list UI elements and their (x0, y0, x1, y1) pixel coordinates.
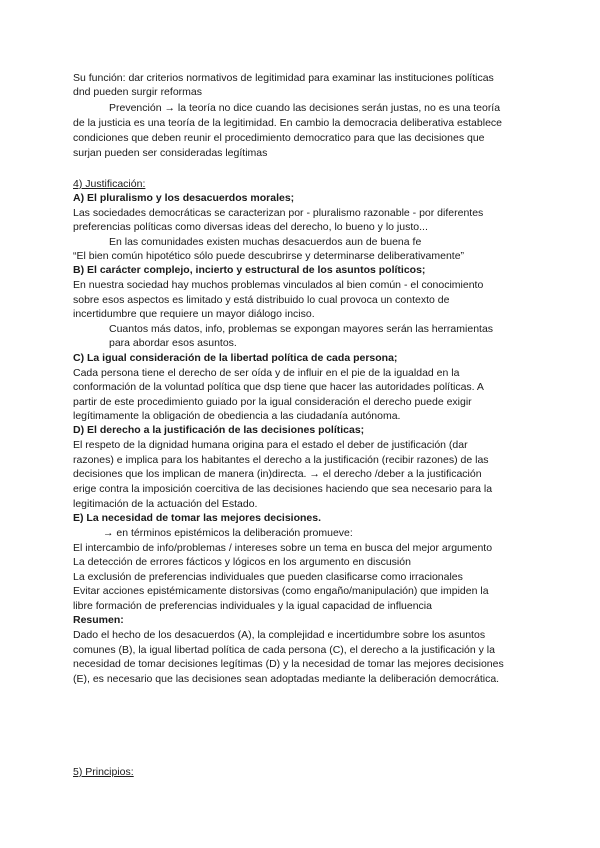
paragraph-line: necesidad de tomar decisiones legítimas (D) y la necesidad de tomar las mejores decisiones (73, 658, 504, 670)
paragraph-line: En las comunidades existen muchas desacuerdos aun de buena fe (109, 236, 422, 248)
intro-line: de la justicia es una teoría de la legitimidad. En cambio la democracia deliberativa establece (73, 117, 502, 129)
intro-line: Prevención → la teoría no dice cuando las decisiones serán justas, no es una teoría (109, 102, 501, 114)
heading-c: C) La igual consideración de la libertad política de cada persona; (73, 352, 398, 364)
paragraph-line: conformación de la voluntad política que dsp tiene que hacer las autoridades políticas. A (73, 381, 484, 393)
heading-d: D) El derecho a la justificación de las decisiones políticas; (73, 424, 365, 436)
paragraph-line: (E), es necesario que las decisiones sean adoptadas mediante la deliberación democrática. (73, 673, 500, 685)
paragraph-line: para abordar esos asuntos. (109, 337, 237, 349)
paragraph-line: decisiones que los implican de manera (in)directa. → el derecho /deber a la justificación (73, 468, 482, 480)
paragraph-line: libre formación de preferencias individuales y la igual capacidad de influencia (73, 600, 432, 612)
paragraph-line: En nuestra sociedad hay muchos problemas vinculados al bien común - el conocimiento (73, 279, 484, 291)
section-5-title: 5) Principios: (73, 766, 134, 778)
paragraph-line: legítimamente la obligación de obediencia a las ciudadanía autónoma. (73, 410, 401, 422)
paragraph-line: Las sociedades democráticas se caracterizan por - pluralismo razonable - por diferentes (73, 207, 484, 219)
intro-line: Su función: dar criterios normativos de legitimidad para examinar las instituciones políticas (73, 72, 494, 84)
paragraph-line: erige contra la imposición coercitiva de las decisiones haciendo que sea necesario para la (73, 483, 493, 495)
paragraph-line: → en términos epistémicos la deliberación promueve: (103, 527, 353, 539)
paragraph-line: comunes (B), la igual libertad política de cada persona (C), el derecho a la justificación y la (73, 644, 495, 656)
quote-line: “El bien común hipotético sólo puede descubrirse y determinarse deliberativamente” (73, 250, 465, 262)
paragraph-line: sobre esos aspectos es limitado y está distribuido lo cual provoca un contexto de (73, 294, 450, 306)
paragraph-line: partir de este procedimiento guiado por la igual consideración el derecho puede exigir (73, 396, 472, 408)
heading-b: B) El carácter complejo, incierto y estructural de los asuntos políticos; (73, 264, 426, 276)
paragraph-line: La exclusión de preferencias individuales que pueden clasificarse como irracionales (73, 571, 463, 583)
paragraph-line: El intercambio de info/problemas / intereses sobre un tema en busca del mejor argumento (73, 542, 493, 554)
paragraph-line: legitimación de la actuación del Estado. (73, 498, 258, 510)
heading-resumen: Resumen: (73, 614, 124, 626)
heading-e: E) La necesidad de tomar las mejores decisiones. (73, 512, 322, 524)
heading-a: A) El pluralismo y los desacuerdos morales; (73, 192, 295, 204)
paragraph-line: La detección de errores fácticos y lógicos en los argumento en discusión (73, 556, 411, 568)
intro-line: dnd pueden surgir reformas (73, 86, 202, 98)
intro-line: condiciones que deben reunir el procedimiento democratico para que las decisiones que (73, 132, 485, 144)
paragraph-line: Dado el hecho de los desacuerdos (A), la complejidad e incertidumbre sobre los asuntos (73, 629, 486, 641)
paragraph-line: preferencias políticas como diversas ideas del derecho, lo bueno y lo justo... (73, 221, 428, 233)
paragraph-line: razones) e implica para los habitantes el derecho a la justificación (recibir razones) de las (73, 454, 489, 466)
intro-line: surjan pueden ser consideradas legítimas (73, 147, 268, 159)
paragraph-line: Cada persona tiene el derecho de ser oída y de influir en el pie de la igualdad en la (73, 367, 460, 379)
paragraph-line: El respeto de la dignidad humana origina para el estado el deber de justificación (dar (73, 439, 468, 451)
section-4-title: 4) Justificación: (73, 178, 146, 190)
paragraph-line: incertidumbre que requiere un mayor diálogo inciso. (73, 308, 315, 320)
paragraph-line: Evitar acciones epistémicamente distorsivas (como engaño/manipulación) que impiden la (73, 585, 489, 597)
paragraph-line: Cuantos más datos, info, problemas se expongan mayores serán las herramientas (109, 323, 494, 335)
